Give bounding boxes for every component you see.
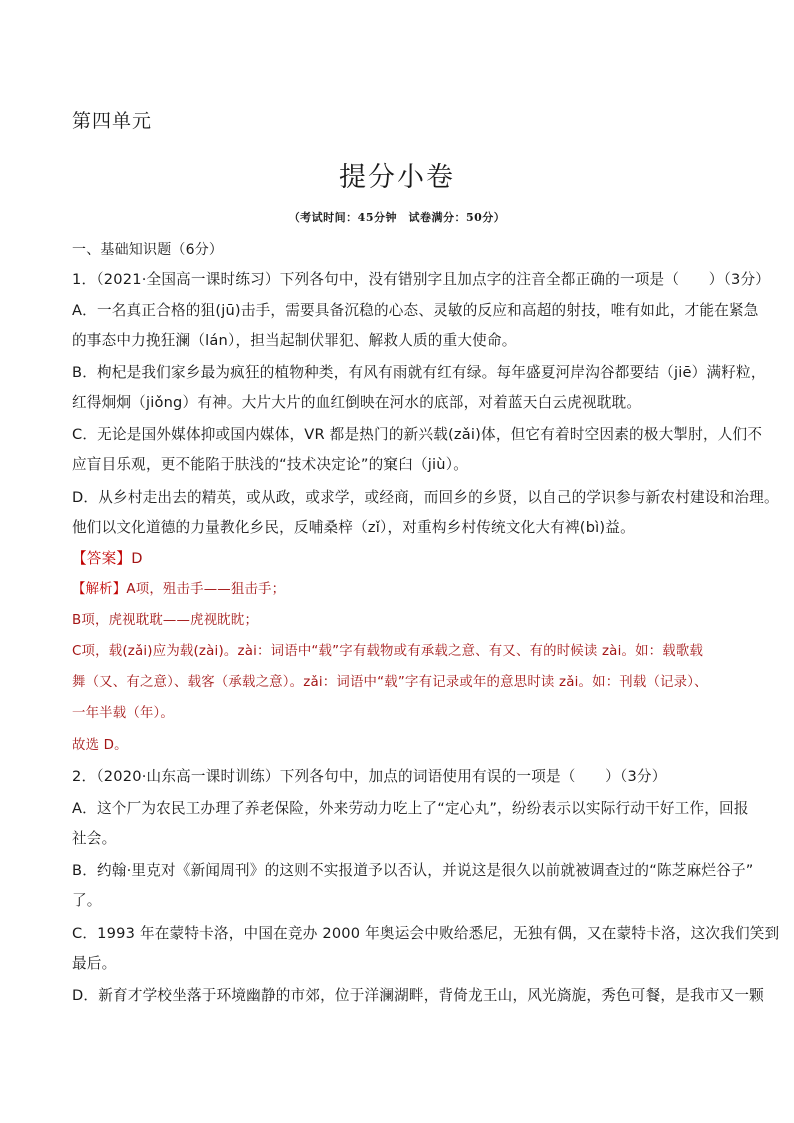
q2-option-d-line1: D．新育才学校坐落于环境幽静的市郊，位于洋澜湖畔，背倚龙王山，风光旖旎，秀色可餐，是我市又一颗: [72, 987, 764, 1004]
q2-option-b-line2: 了。: [72, 892, 102, 909]
answer-value: D: [131, 550, 143, 567]
q1-conclusion: 故选 D。: [72, 738, 128, 753]
unit-heading: 第四单元: [72, 110, 153, 132]
q2-stem: 2．（2020·山东高一课时训练）下列各句中，加点的词语使用有误的一项是（ ）（3分）: [72, 768, 667, 785]
q1-option-b-line1: B．枸杞是我们家乡最为疯狂的植物种类，有风有雨就有红有绿。每年盛夏河岸沟谷都要结（jiē）满籽粒，: [72, 364, 766, 381]
q1-option-a-line1: A．一名真正合格的狙(jū)击手，需要具备沉稳的心态、灵敏的反应和高超的射技，唯有如此，才能在紧急: [72, 302, 759, 319]
q1-option-c-line2: 应盲目乐观，更不能陷于肤浅的“技术决定论”的窠臼（jiù）。: [72, 456, 469, 473]
q1-option-d-line1: D．从乡村走出去的精英，或从政，或求学，或经商，而回乡的乡贤，以自己的学识参与新农村建设和治理。: [72, 489, 779, 506]
q1-option-c-line1: C．无论是国外媒体抑或国内媒体，VR 都是热门的新兴载(zǎi)体，但它有着时空因素的极大掣肘，人们不: [72, 426, 763, 443]
exam-info: （考试时间：45分钟 试卷满分：50分）: [288, 211, 506, 224]
analysis-a-text: A项，殂击手——狙击手；: [126, 582, 286, 597]
q1-analysis-c-line3: 一年半载（年）。: [72, 706, 175, 721]
q1-stem: 1．（2021·全国高一课时练习）下列各句中，没有错别字且加点字的注音全都正确的一项是（ ）（3分）: [72, 271, 771, 288]
page-title: 提分小卷: [339, 162, 455, 193]
q1-analysis-a: [72, 580, 285, 600]
answer-tag: 【答案】: [72, 550, 132, 567]
section-heading: 一、基础知识题（6分）: [72, 242, 224, 258]
q2-option-a-line1: A．这个厂为农民工办理了养老保险，外来劳动力吃上了“定心丸”，纷纷表示以实际行动干好工作，回报: [72, 800, 749, 817]
q1-answer: [72, 549, 143, 569]
q1-analysis-c-line2: 舞（又、有之意）、载客（承载之意）。zǎi：词语中“载”字有记录或年的意思时读 zǎi。如：刊载（记录）、: [72, 675, 708, 690]
q2-option-b-line1: B．约翰·里克对《新闻周刊》的这则不实报道予以否认，并说这是很久以前就被调查过的“陈芝麻烂谷子”: [72, 862, 754, 879]
q2-option-c-line1: C．1993 年在蒙特卡洛，中国在竞办 2000 年奥运会中败给悉尼，无独有偶，又在蒙特卡洛，这次我们笑到: [72, 925, 780, 942]
q1-option-a-line2: 的事态中力挽狂澜（lán），担当起制伏罪犯、解救人质的重大使命。: [72, 332, 517, 349]
analysis-tag: 【解析】: [72, 582, 127, 597]
q2-option-a-line2: 社会。: [72, 830, 117, 847]
q1-option-b-line2: 红得炯炯（jiǒng）有神。大片大片的血红倒映在河水的底部，对着蓝天白云虎视耽耽。: [72, 394, 642, 411]
q2-option-c-line2: 最后。: [72, 955, 117, 972]
q1-option-d-line2: 他们以文化道德的力量教化乡民，反哺桑梓（zǐ），对重构乡村传统文化大有裨(bì)益。: [72, 519, 635, 536]
q1-analysis-c-line1: C项，载(zǎi)应为载(zài)。zài：词语中“载”字有载物或有承载之意、有又、有的时候读 zài。如：载歌载: [72, 644, 704, 659]
q1-analysis-b: B项，虎视耽耽——虎视眈眈；: [72, 613, 259, 628]
